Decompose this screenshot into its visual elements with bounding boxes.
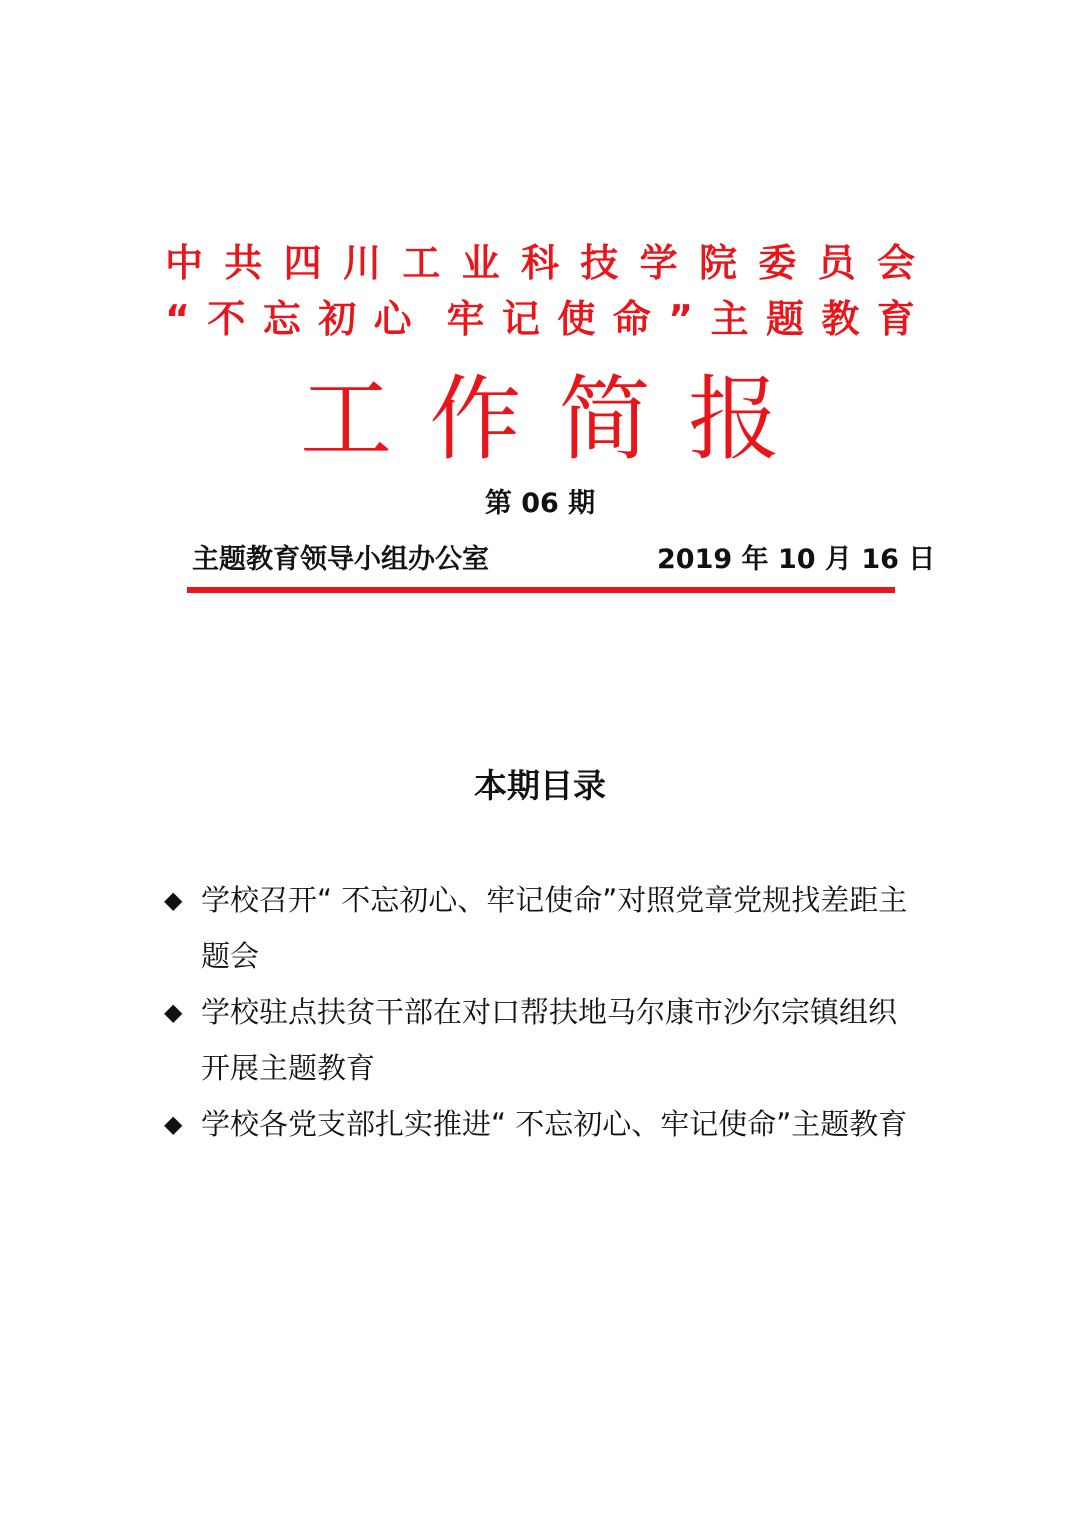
title-char: 工 — [300, 366, 393, 473]
header-char: 川 — [342, 241, 381, 285]
toc-item-text: 学校召开“ 不忘初心、牢记使命”对照党章党规找差距主题会 — [201, 883, 908, 973]
header-char: 主 — [710, 297, 749, 341]
toc-list — [160, 872, 920, 1152]
toc-item — [160, 1096, 920, 1152]
header-char: 共 — [224, 241, 263, 285]
toc-item-text: 学校驻点扶贫干部在对口帮扶地马尔康市沙尔宗镇组织开展主题教育 — [201, 995, 898, 1085]
toc-item — [160, 872, 920, 984]
header-char: 牢 — [446, 297, 485, 341]
header-char: 业 — [461, 241, 500, 285]
header-char: 题 — [765, 297, 804, 341]
issue-date: 2019 年 10 月 16 日 — [657, 544, 936, 575]
diamond-bullet-icon: ◆ — [164, 886, 183, 914]
diamond-bullet-icon: ◆ — [164, 998, 183, 1026]
header-char: 育 — [876, 297, 915, 341]
title-char: 简 — [558, 366, 651, 473]
header-char: 学 — [639, 241, 678, 285]
header-char: 使 — [557, 297, 596, 341]
diamond-bullet-icon: ◆ — [164, 1110, 183, 1138]
header-char: 工 — [402, 241, 441, 285]
header-char: “ — [165, 297, 190, 341]
red-divider — [187, 587, 895, 593]
header-char: 中 — [165, 241, 204, 285]
header-char: 委 — [758, 241, 797, 285]
header-char: 命 — [612, 297, 651, 341]
header-char: 四 — [283, 241, 322, 285]
header-char: 初 — [318, 297, 357, 341]
toc-item-text: 学校各党支部扎实推进“ 不忘初心、牢记使命”主题教育 — [201, 1107, 908, 1141]
theme-education-heading — [165, 296, 915, 342]
toc-title: 本期目录 — [474, 766, 606, 805]
issue-number: 第 06 期 — [484, 488, 596, 519]
toc-item — [160, 984, 920, 1096]
briefing-title — [300, 365, 780, 475]
header-char: 会 — [876, 241, 915, 285]
header-char: 教 — [821, 297, 860, 341]
header-char: ” — [668, 297, 694, 341]
header-char: 记 — [501, 297, 540, 341]
header-char: 技 — [580, 241, 619, 285]
header-char: 心 — [373, 297, 412, 341]
header-char: 员 — [817, 241, 856, 285]
header-char: 忘 — [262, 297, 301, 341]
committee-name — [165, 240, 915, 286]
title-char: 报 — [687, 366, 780, 473]
title-char: 作 — [429, 366, 522, 473]
header-char: 科 — [520, 241, 559, 285]
header-char: 院 — [698, 241, 737, 285]
issuing-office: 主题教育领导小组办公室 — [192, 544, 489, 575]
header-char: 不 — [207, 297, 246, 341]
